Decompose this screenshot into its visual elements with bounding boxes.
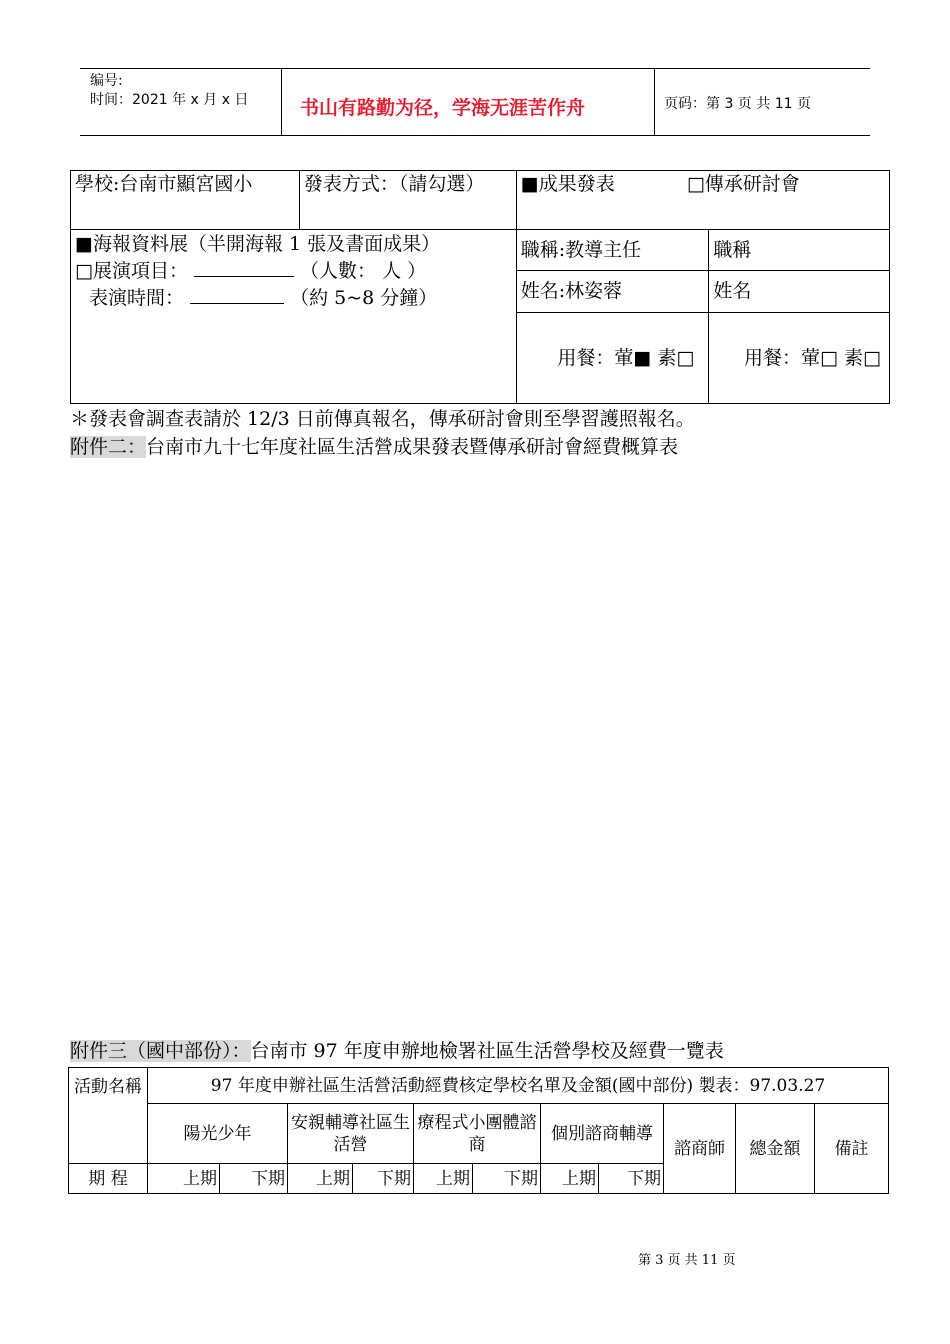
period-first: 上期: [148, 1164, 220, 1194]
duration-label: （約 5~8 分鐘）: [290, 287, 438, 309]
annex3-label: 附件三（國中部份）：: [70, 1040, 251, 1062]
name1-cell: 姓名:林姿蓉: [516, 271, 709, 313]
performance-option: □展演項目：: [75, 260, 188, 282]
col-group-counseling: 療程式小團體諮商: [414, 1104, 541, 1164]
period-first: 上期: [288, 1164, 353, 1194]
page-footer: 第 3 页 共 11 页: [638, 1253, 736, 1268]
header-time: 时间：2021 年 x 月 x 日: [90, 92, 249, 108]
title2-cell: 職稱: [709, 230, 890, 271]
meal1-cell: 用餐：葷■ 素□: [516, 313, 709, 404]
header-bottom-rule: [80, 135, 870, 136]
annex3-title: 台南市 97 年度申辦地檢署社區生活營學校及經費一覽表: [250, 1040, 724, 1062]
col-counselor: 諮商師: [664, 1104, 736, 1194]
col-after-school-camp: 安親輔導社區生活營: [288, 1104, 414, 1164]
period-label: 期 程: [69, 1164, 148, 1194]
name2-cell: 姓名: [709, 271, 890, 313]
budget-table: [68, 1067, 889, 1194]
period-second: 下期: [473, 1164, 541, 1194]
col-remarks: 備註: [815, 1104, 889, 1194]
period-second: 下期: [599, 1164, 664, 1194]
method-options: [516, 171, 889, 230]
header-number: 编号:: [90, 73, 123, 89]
col-total: 總金額: [736, 1104, 815, 1194]
school-cell: 學校:台南市顯宮國小: [71, 171, 300, 230]
title1-cell: 職稱:教導主任: [516, 230, 709, 271]
period-first: 上期: [541, 1164, 599, 1194]
registration-form: [70, 170, 890, 404]
activity-name-header: 活動名稱: [69, 1068, 148, 1164]
period-second: 下期: [220, 1164, 288, 1194]
period-second: 下期: [353, 1164, 414, 1194]
period-first: 上期: [414, 1164, 473, 1194]
performance-blank: [194, 258, 294, 277]
header-top-rule: [80, 68, 870, 69]
header-divider: [281, 68, 282, 135]
registration-note: ＊發表會調查表請於 12/3 日前傳真報名，傳承研討會則至學習護照報名。: [70, 408, 695, 430]
header-motto: 书山有路勤为径，学海无涯苦作舟: [300, 97, 586, 119]
table-caption: 97 年度申辦社區生活營活動經費核定學校名單及金額(國中部份) 製表：97.03.27: [148, 1068, 889, 1104]
header-page-info: 页码：第 3 页 共 11 页: [664, 96, 811, 112]
count-label: （人數： 人 ）: [300, 260, 427, 282]
meal2-cell: 用餐：葷□ 素□: [709, 313, 890, 404]
exhibit-cell: [71, 230, 517, 404]
option-results: ■成果發表: [520, 173, 615, 195]
method-label: 發表方式：（請勾選）: [299, 171, 516, 230]
col-individual-counseling: 個別諮商輔導: [541, 1104, 664, 1164]
performance-time: 表演時間：: [89, 287, 185, 309]
annex2-label: 附件二：: [70, 436, 147, 458]
annex2-title: 台南市九十七年度社區生活營成果發表暨傳承研討會經費概算表: [146, 436, 679, 458]
header-divider: [654, 68, 655, 135]
annex3-heading: [70, 1038, 724, 1064]
annex2-heading: [70, 434, 678, 460]
col-sunshine-youth: 陽光少年: [148, 1104, 288, 1164]
time-blank: [190, 285, 284, 304]
poster-option: ■海報資料展（半開海報 1 張及書面成果）: [75, 233, 441, 255]
option-seminar: □傳承研討會: [686, 173, 800, 195]
